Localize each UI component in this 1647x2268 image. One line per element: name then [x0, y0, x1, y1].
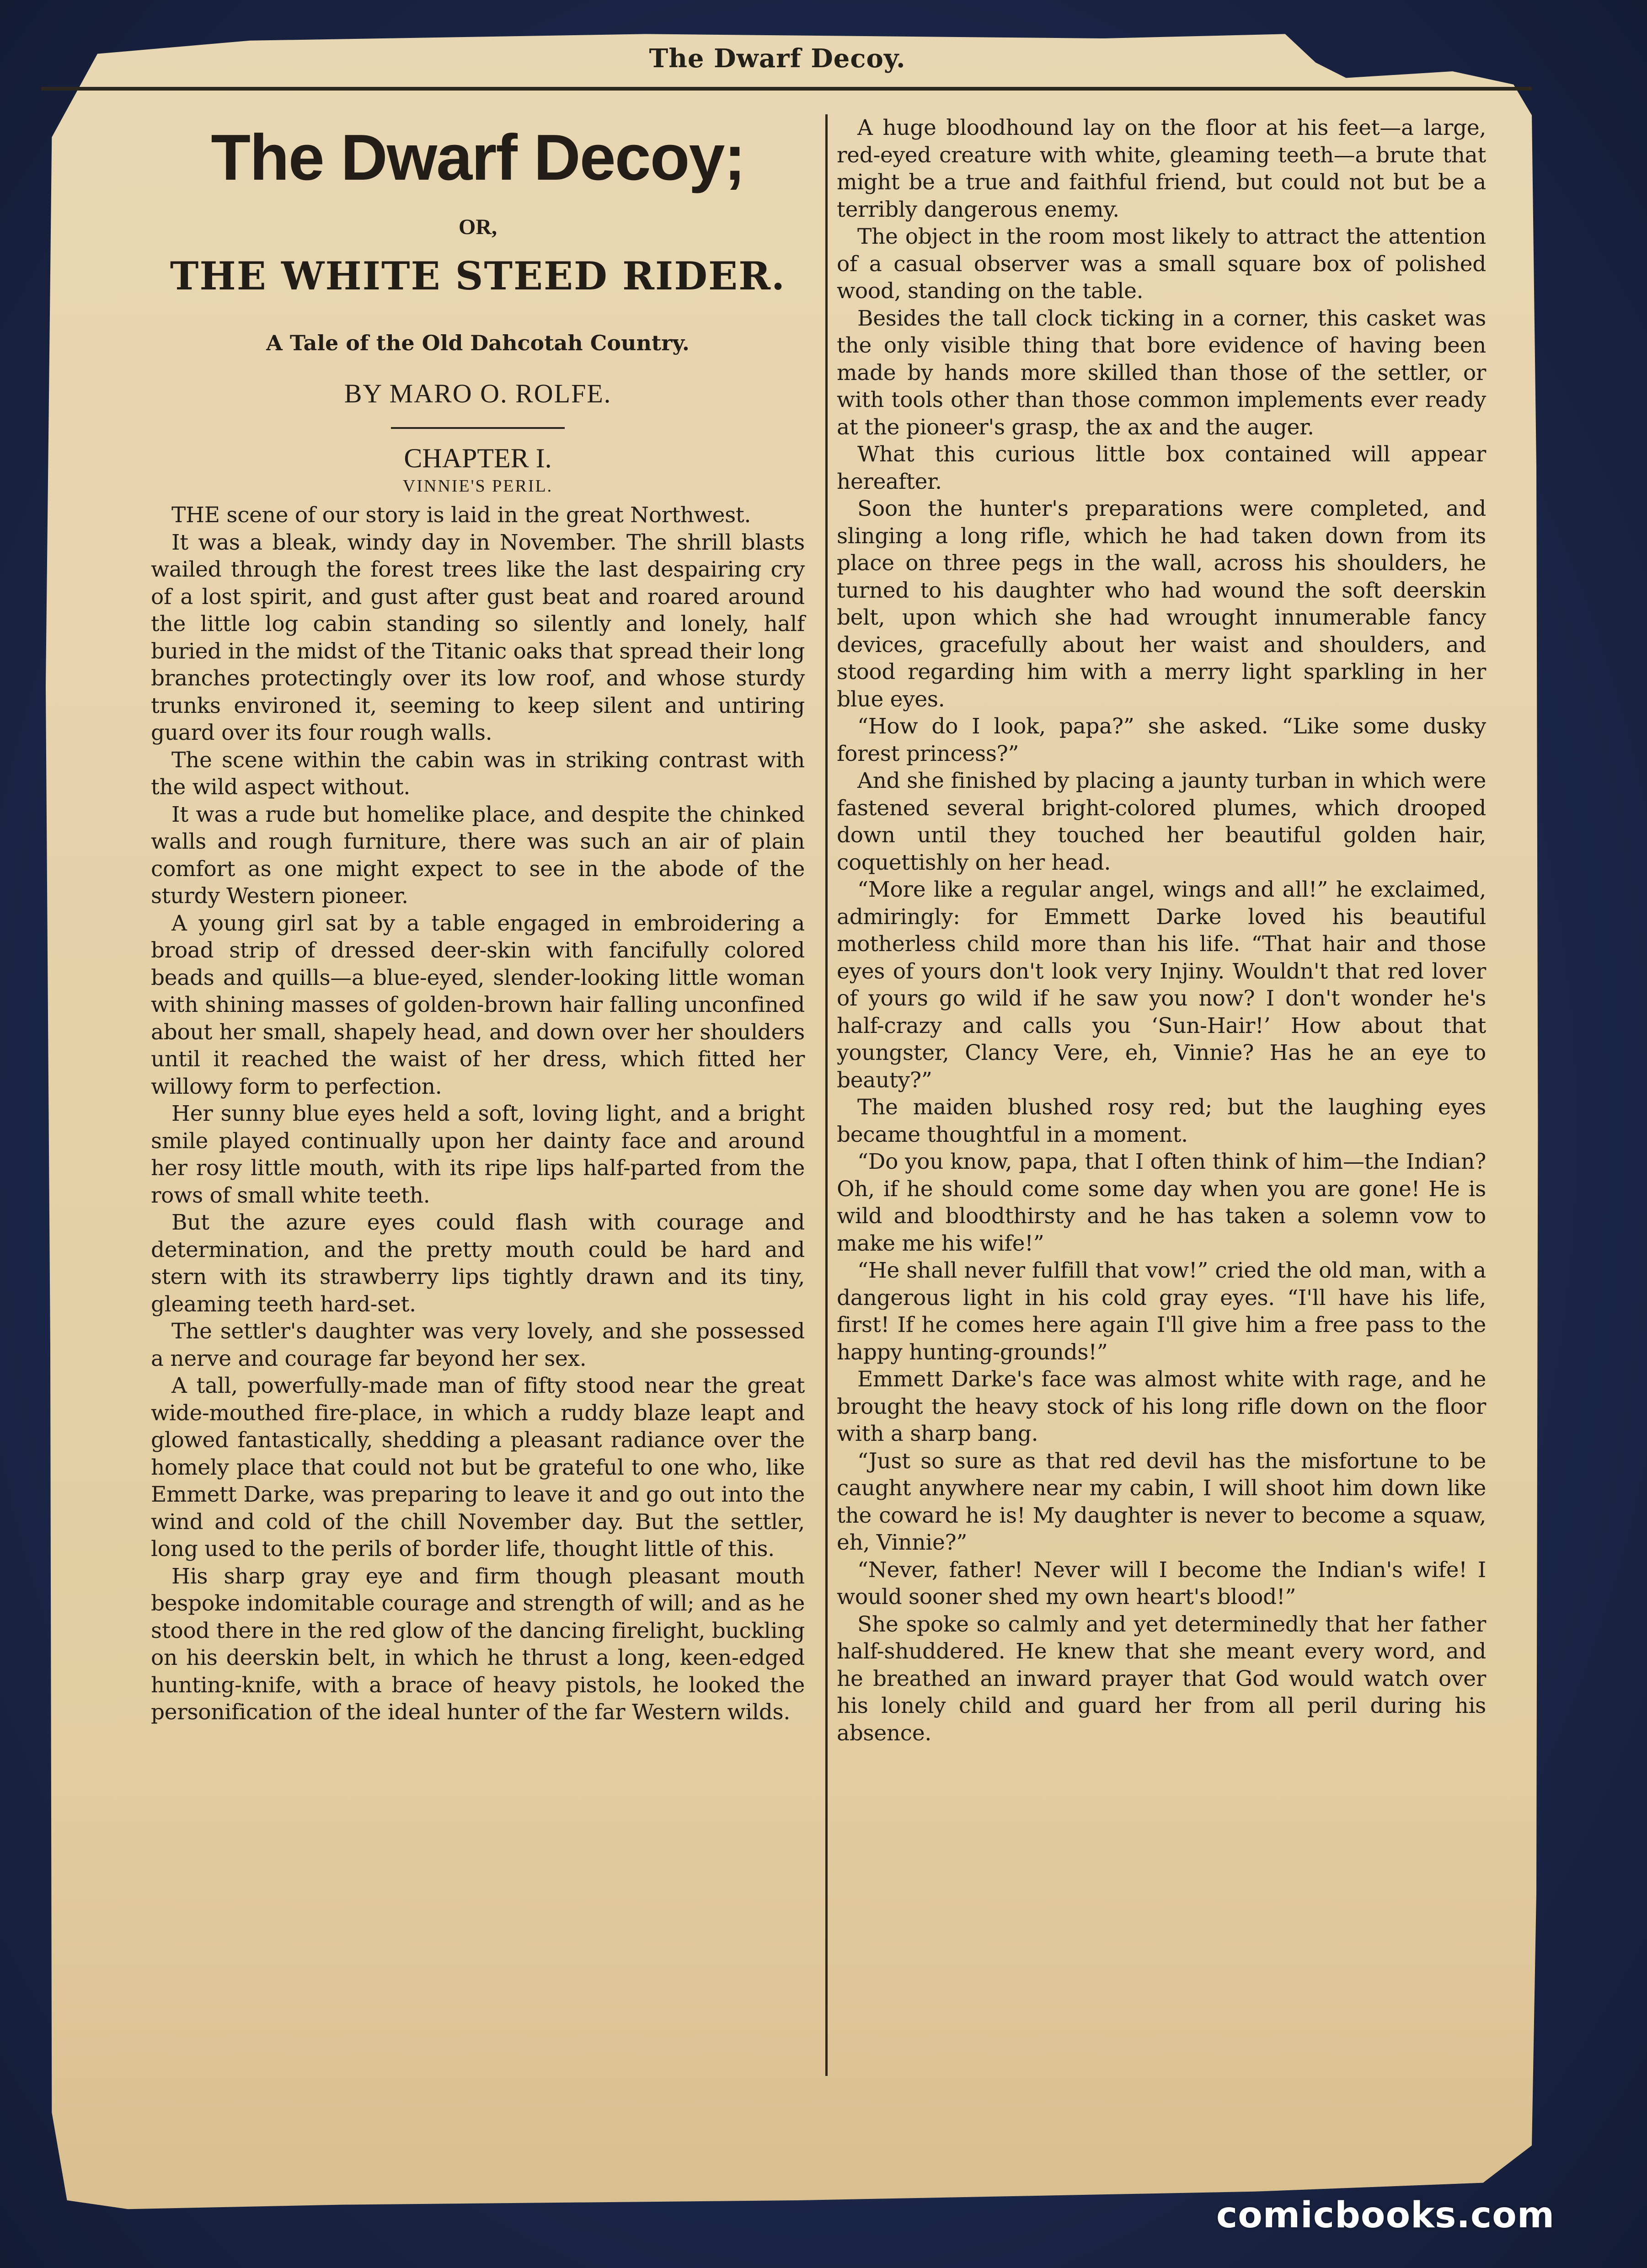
story-subtitle: THE WHITE STEED RIDER.: [170, 253, 786, 299]
paragraph: But the azure eyes could flash with courage and determination, and the pretty mouth could be hard and stern with its strawberry lips tightly drawn and its tiny, gleaming teeth hard-set.: [151, 1210, 805, 1317]
paragraph: His sharp gray eye and firm though pleasant mouth bespoke indomitable courage and strength of will; and as he stood there in the red glow of the dancing firelight, buckling on his deerskin belt, in which he thrust a long, keen-edged hunting-knife, with a brace of heavy pistols, he looked the personification of the ideal hunter of the far Western wilds.: [151, 1563, 805, 1725]
byline: BY MARO O. ROLFE.: [344, 379, 612, 409]
paragraph: The settler's daughter was very lovely, and she possessed a nerve and courage far beyond her sex.: [151, 1319, 805, 1371]
paragraph: A tall, powerfully-made man of fifty stood near the great wide-mouthed fire-place, in which a ruddy blaze leapt and glowed fantastically, shedding a pleasant radiance over the homely place that could not but be grateful to one who, like Emmett Darke, was preparing to leave it and go out into the wind and cold of the chill November day. But the settler, long used to the perils of border life, thought little of this.: [151, 1373, 805, 1562]
chapter-heading: CHAPTER I.: [404, 443, 552, 474]
paragraph: Emmett Darke's face was almost white with rage, and he brought the heavy stock of his long rifle down on the floor with a sharp bang.: [837, 1367, 1486, 1446]
paragraph: Her sunny blue eyes held a soft, loving light, and a bright smile played continually upon her dainty face and around her rosy little mouth, with its ripe lips half-parted from the rows of small white teeth.: [151, 1101, 805, 1208]
paragraph: A young girl sat by a table engaged in embroidering a broad strip of dressed deer-skin with fancifully colored beads and quills—a blue-eyed, slender-looking little woman with shining masses of golden-brown hair falling unconfined about her small, shapely head, and down over her shoulders until it reached the waist of her dress, which fitted her willowy form to perfection.: [151, 910, 805, 1099]
left-column: [151, 114, 805, 1726]
paragraph: “How do I look, papa?” she asked. “Like some dusky forest princess?”: [837, 714, 1486, 766]
paragraph: The maiden blushed rosy red; but the laughing eyes became thoughtful in a moment.: [837, 1095, 1486, 1147]
title-or: OR,: [459, 215, 497, 240]
paragraph: “Never, father! Never will I become the Indian's wife! I would sooner shed my own heart's blood!”: [837, 1557, 1486, 1610]
story-tagline: A Tale of the Old Dahcotah Country.: [266, 331, 690, 356]
right-column: [837, 114, 1486, 1747]
paragraph: “Do you know, papa, that I often think of him—the Indian? Oh, if he should come some day when you are gone! He is wild and bloodthirsty and he has taken a solemn vow to make me his wife!”: [837, 1149, 1486, 1256]
story-title: The Dwarf Decoy;: [211, 121, 745, 194]
paragraph: What this curious little box contained will appear hereafter.: [837, 442, 1486, 494]
running-head: The Dwarf Decoy.: [649, 43, 906, 74]
paragraph: “Just so sure as that red devil has the misfortune to be caught anywhere near my cabin, I will shoot him down like the coward he is! My daughter is never to become a squaw, eh, Vinnie?”: [837, 1448, 1486, 1555]
paragraph: The object in the room most likely to attract the attention of a casual observer was a small square box of polished wood, standing on the table.: [837, 224, 1486, 304]
paragraph: “More like a regular angel, wings and all!” he exclaimed, admiringly: for Emmett Darke loved his beautiful motherless child more than his life. “That hair and those eyes of yours don't look very Injiny. Wouldn't that red lover of yours go wild if he saw you now? I don't wonder he's half-crazy and calls you ‘Sun-Hair!’ How about that youngster, Clancy Vere, eh, Vinnie? Has he an eye to beauty?”: [837, 877, 1486, 1093]
byline-rule: [391, 427, 565, 429]
column-rule: [825, 114, 828, 2076]
paragraph: And she finished by placing a jaunty turban in which were fastened several bright-colored plumes, which drooped down until they touched her beautiful golden hair, coquettishly on her head.: [837, 768, 1486, 875]
header-rule: [41, 87, 1532, 91]
paragraph: “He shall never fulfill that vow!” cried the old man, with a dangerous light in his cold gray eyes. “I'll have his life, first! If he comes here again I'll give him a free pass to the happy hunting-grounds!”: [837, 1258, 1486, 1365]
paragraph: It was a rude but homelike place, and despite the chinked walls and rough furniture, there was such an air of plain comfort as one might expect to see in the abode of the sturdy Western pioneer.: [151, 802, 805, 909]
paragraph: THE scene of our story is laid in the great Northwest.: [171, 503, 751, 528]
paragraph: A huge bloodhound lay on the floor at his feet—a large, red-eyed creature with white, gleaming teeth—a brute that might be a true and faithful friend, but could not but be a terribly dangerous enemy.: [837, 115, 1486, 222]
paragraph: Soon the hunter's preparations were completed, and slinging a long rifle, which he had taken down from its place on three pegs in the wall, across his shoulders, he turned to his daughter who had wound the soft deerskin belt, upon which she had wrought innumerable fancy devices, gracefully about her waist and shoulders, and stood regarding him with a merry light sparkling in her blue eyes.: [837, 496, 1486, 712]
chapter-subtitle: VINNIE'S PERIL.: [402, 476, 553, 496]
site-watermark: comicbooks.com: [1216, 2195, 1555, 2236]
paragraph: Besides the tall clock ticking in a corner, this casket was the only visible thing that bore evidence of having been made by hands more skilled than those of the settler, or with tools other than those common implements ever ready at the pioneer's grasp, the ax and the auger.: [837, 305, 1486, 440]
paragraph: It was a bleak, windy day in November. The shrill blasts wailed through the forest trees like the last despairing cry of a lost spirit, and gust after gust beat and roared around the little log cabin standing so silently and lonely, half buried in the midst of the Titanic oaks that spread their long branches protectingly over its low roof, and whose sturdy trunks environed it, seeming to keep silent and untiring guard over its four rough walls.: [151, 530, 805, 746]
paragraph: She spoke so calmly and yet determinedly that her father half-shuddered. He knew that she meant every word, and he breathed an inward prayer that God would watch over his lonely child and guard her from all peril during his absence.: [837, 1611, 1486, 1746]
paragraph: The scene within the cabin was in striking contrast with the wild aspect without.: [151, 747, 805, 800]
